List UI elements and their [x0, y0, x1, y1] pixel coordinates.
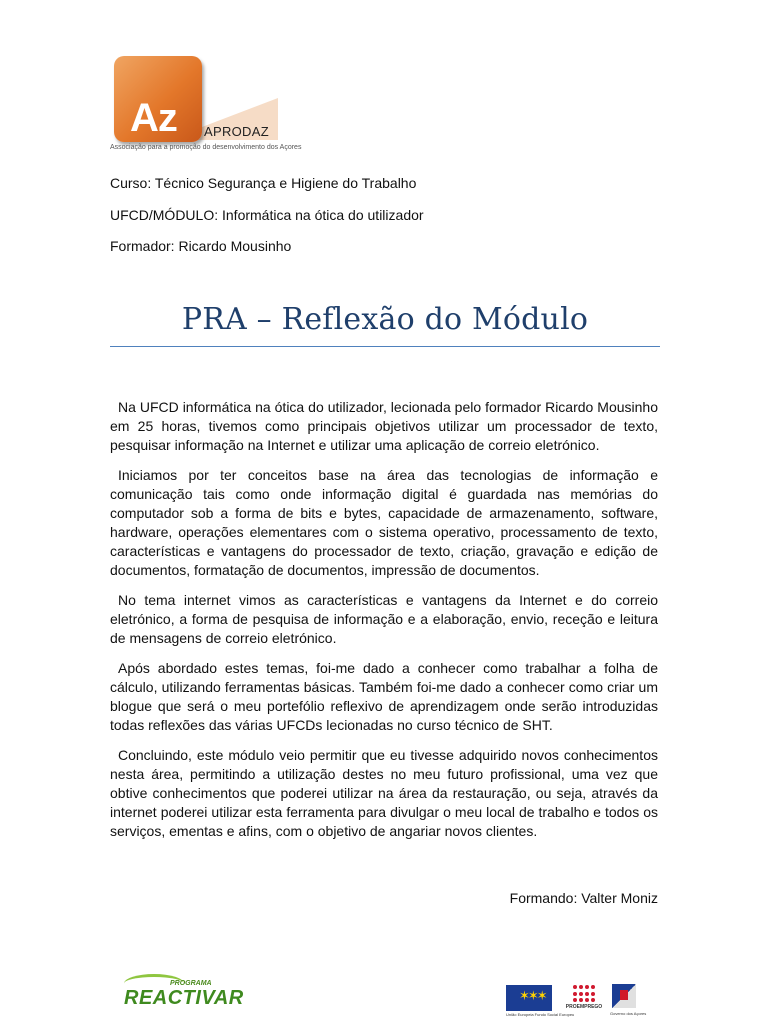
paragraph: Na UFCD informática na ótica do utilizador, lecionada pelo formador Ricardo Mousinho em 25 horas, tivemos como principais objetivos utilizar um processador de texto, pesquisar informação na Internet e utilizar uma aplicação de correio eletrónico. — [110, 399, 658, 453]
ufcd-line: UFCD/MÓDULO: Informática na ótica do utilizador — [110, 207, 424, 223]
aprodaz-logo — [108, 52, 308, 158]
eu-logo — [506, 985, 575, 1017]
acores-caption: Governo dos Açores — [610, 1011, 647, 1016]
document-body — [110, 398, 658, 852]
paragraph: No tema internet vimos as características e vantagens da Internet e do correio eletrónico, a forma de pesquisa de informação e a elaboração, envio, receção e leitura de mensagens de correio eletrónico. — [110, 592, 658, 646]
course-line: Curso: Técnico Segurança e Higiene do Trabalho — [110, 175, 417, 191]
reactivar-logo — [118, 972, 268, 1016]
logo-tagline: Associação para a promoção do desenvolvimento dos Açores — [110, 144, 302, 151]
trainer-line: Formador: Ricardo Mousinho — [110, 238, 292, 254]
acores-logo — [584, 984, 656, 1018]
eu-flag-icon: ✶✶✶ — [506, 985, 552, 1011]
logo-mark: Az — [130, 96, 177, 140]
document-title: PRA – Reflexão do Módulo — [181, 302, 589, 337]
signature-line: Formando: Valter Moniz — [509, 890, 658, 906]
reactivar-prefix: PROGRAMA — [170, 980, 212, 987]
reactivar-word: ACTIVAR — [152, 987, 244, 1009]
acores-flag-icon — [612, 984, 636, 1008]
title-rule — [110, 346, 660, 347]
reactivar-wordmark — [124, 987, 244, 1010]
reactivar-re: RE — [124, 987, 153, 1009]
proemprego-label: PROEMPREGO — [565, 1004, 603, 1010]
paragraph: Após abordado estes temas, foi-me dado a conhecer como trabalhar a folha de cálculo, utilizando ferramentas básicas. Também foi-me dado a conhecer como criar um blogue que será o meu portefólio reflexivo de aprendizagem onde serão introduzidas todas reflexões das várias UFCDs lecionadas no curso técnico de SHT. — [110, 660, 658, 733]
eu-caption: União Europeia Fundo Social Europeu — [506, 1012, 575, 1017]
paragraph: Iniciamos por ter conceitos base na área das tecnologias de informação e comunicação tais como onde informação digital é guardada nas memórias do computador sob a forma de bits e bytes, capacidade de armazenamento, software, hardware, operações elementares com o sistema operativo, processamento de texto, características e vantagens do processador de texto, criação, gravação e edição de documentos, formatação de documentos, impressão de documentos. — [110, 467, 658, 578]
paragraph: Concluindo, este módulo veio permitir que eu tivesse adquirido novos conhecimentos nesta área, permitindo a utilização destes no meu futuro profissional, uma vez que obtive conhecimentos que poderei utilizar na área da restauração, ou seja, através da internet poderei utilizar esta ferramenta para divulgar o meu local de trabalho e todos os serviços, ementas e afins, com o objetivo de angariar novos clientes. — [110, 747, 658, 839]
logo-name: APRODAZ — [204, 124, 269, 139]
